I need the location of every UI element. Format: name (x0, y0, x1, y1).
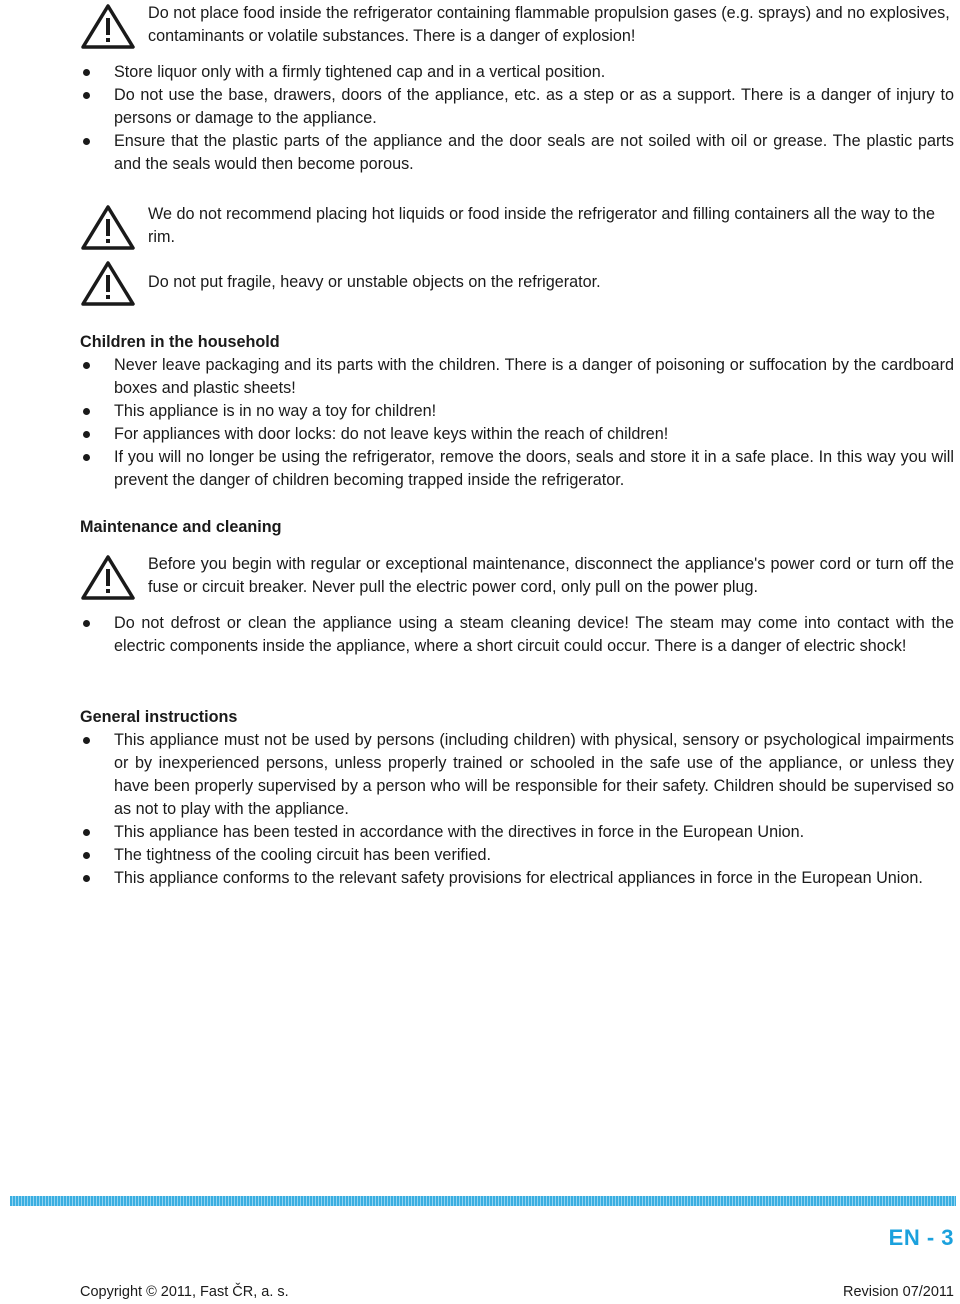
section-heading-maintenance: Maintenance and cleaning (80, 518, 282, 536)
list-item: Do not defrost or clean the appliance using a steam cleaning device! The steam may come into contact with the electric components inside the appliance, where a short circuit could occur. There is a danger of electric shock! (80, 612, 954, 658)
warning-text: Do not place food inside the refrigerator containing flammable propulsion gases (e.g. sprays) and no explosives, contaminants or volatile substances. There is a danger of explosion! (148, 4, 950, 45)
warning-disconnect-power (80, 553, 954, 601)
warning-fragile-objects (80, 259, 954, 307)
warning-hot-liquids (80, 203, 954, 251)
list-item: For appliances with door locks: do not leave keys within the reach of children! (80, 423, 954, 446)
section-heading-general: General instructions (80, 708, 238, 726)
warning-triangle-icon (80, 2, 136, 50)
warning-text: Do not put fragile, heavy or unstable objects on the refrigerator. (148, 273, 601, 291)
page-number: EN - 3 (888, 1225, 954, 1250)
general-list (80, 729, 954, 890)
list-item: Do not use the base, drawers, doors of the appliance, etc. as a step or as a support. There is a danger of injury to persons or damage to the appliance. (80, 84, 954, 130)
list-item: Store liquor only with a firmly tightened cap and in a vertical position. (80, 61, 954, 84)
warning-triangle-icon (80, 259, 136, 307)
warning-explosion (80, 2, 954, 50)
section-heading-children: Children in the household (80, 333, 280, 351)
warning-triangle-icon (80, 203, 136, 251)
list-item: This appliance conforms to the relevant safety provisions for electrical appliances in force in the European Union. (80, 867, 954, 890)
list-item: This appliance is in no way a toy for children! (80, 400, 954, 423)
maintenance-list (80, 612, 954, 658)
list-item: Never leave packaging and its parts with the children. There is a danger of poisoning or suffocation by the cardboard boxes and plastic sheets! (80, 354, 954, 400)
revision-text: Revision 07/2011 (843, 1284, 954, 1300)
list-item: If you will no longer be using the refrigerator, remove the doors, seals and store it in a safe place. In this way you will prevent the danger of children becoming trapped inside the refrigerator. (80, 446, 954, 492)
footer-rule (10, 1196, 956, 1206)
warning-triangle-icon (80, 553, 136, 601)
list-item: The tightness of the cooling circuit has been verified. (80, 844, 954, 867)
children-list (80, 354, 954, 492)
list-item: This appliance has been tested in accordance with the directives in force in the European Union. (80, 821, 954, 844)
warning-text: We do not recommend placing hot liquids or food inside the refrigerator and filling containers all the way to the rim. (148, 205, 936, 246)
safety-list (80, 61, 954, 176)
warning-text: Before you begin with regular or exceptional maintenance, disconnect the appliance's power cord or turn off the fuse or circuit breaker. Never pull the electric power cord, only pull on the power plug. (148, 555, 954, 596)
copyright-text: Copyright © 2011, Fast ČR, a. s. (80, 1284, 289, 1300)
list-item: Ensure that the plastic parts of the appliance and the door seals are not soiled with oil or grease. The plastic parts and the seals would then become porous. (80, 130, 954, 176)
list-item: This appliance must not be used by persons (including children) with physical, sensory or psychological impairments or by inexperienced persons, unless properly trained or schooled in the safe use of the appliance, or unless they have been properly supervised by a person who will be responsible for their safety. Children should be supervised so as not to play with the appliance. (80, 729, 954, 821)
